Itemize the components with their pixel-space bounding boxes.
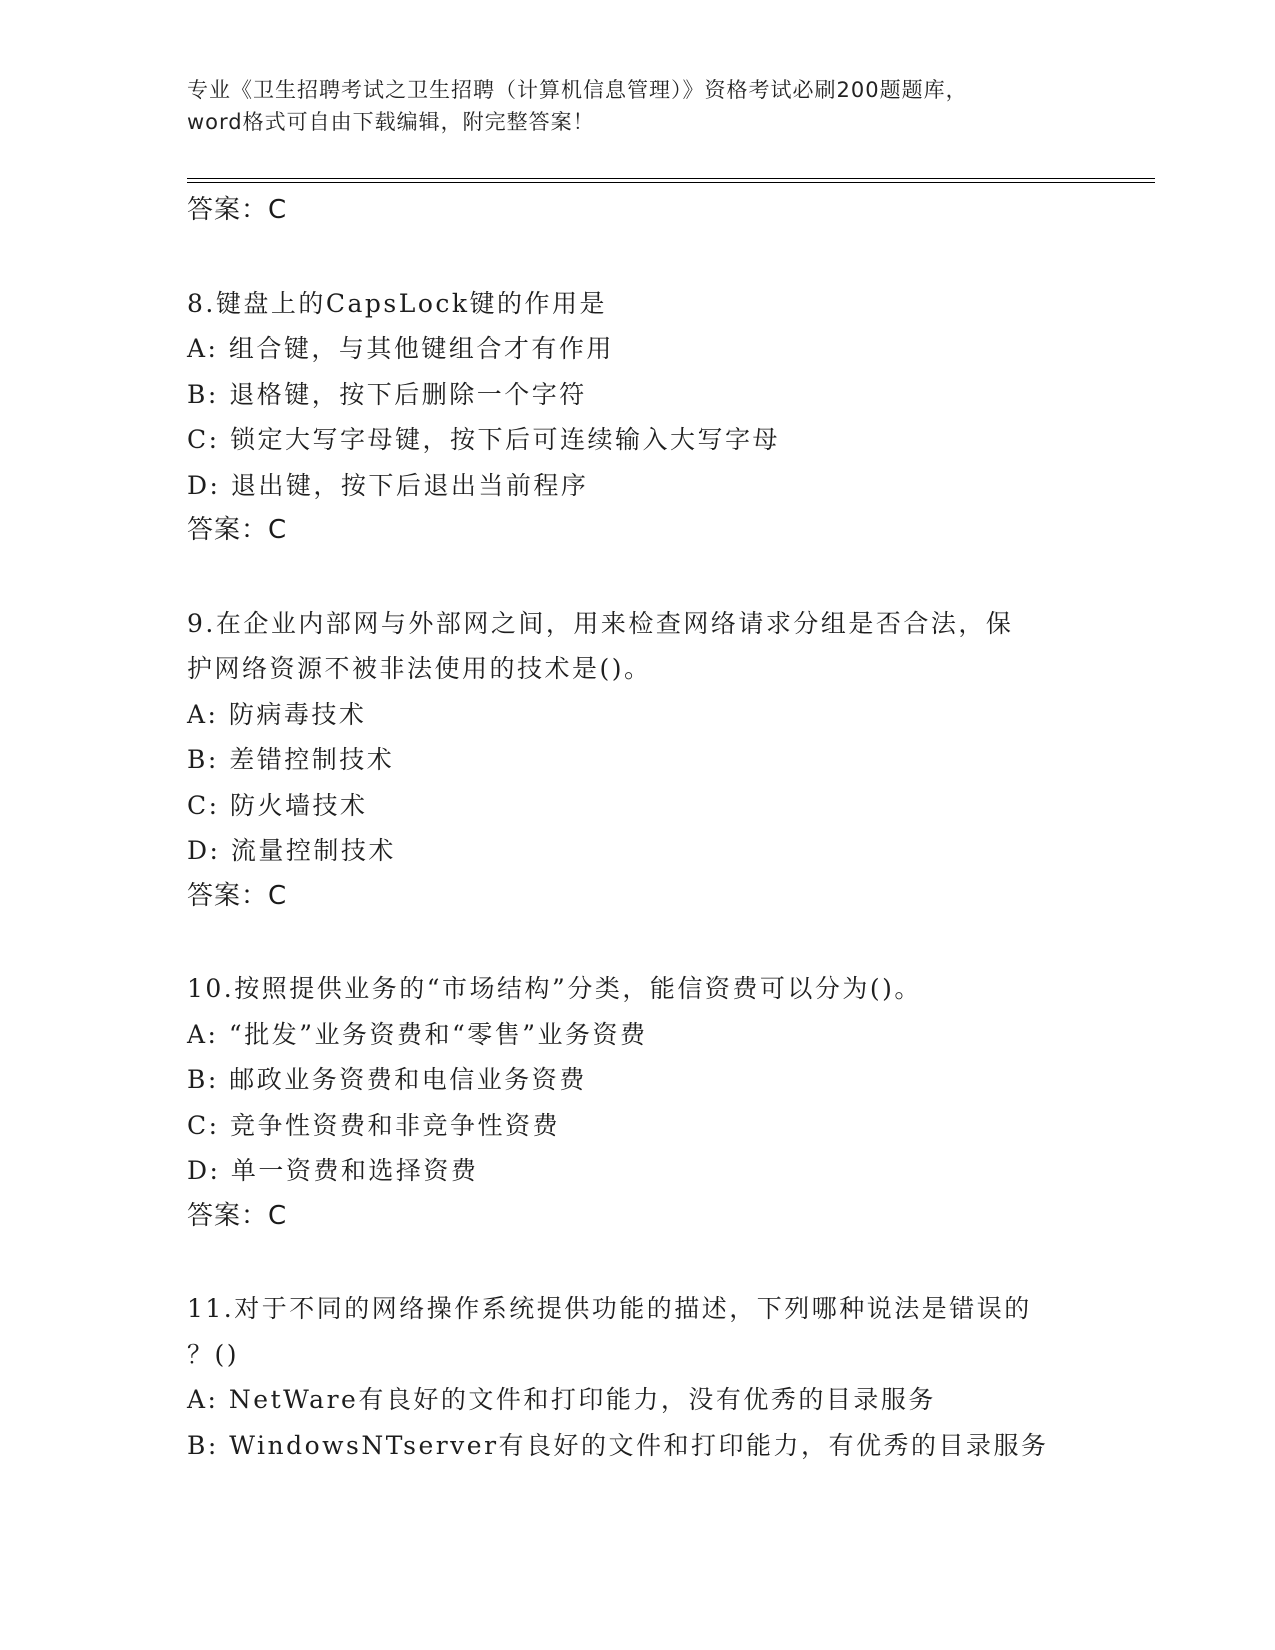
option-c: C: 锁定大写字母键，按下后可连续输入大写字母 xyxy=(187,425,780,454)
option-d: D: 退出键，按下后退出当前程序 xyxy=(187,470,589,500)
previous-answer: 答案：C xyxy=(187,195,288,225)
question-stem-line-2: ？() xyxy=(187,1339,240,1369)
question-stem-line-2: 护网络资源不被非法使用的技术是()。 xyxy=(187,654,652,683)
question-stem: 10.按照提供业务的“市场结构”分类，能信资费可以分为()。 xyxy=(187,974,922,1003)
question-9 xyxy=(187,601,1087,920)
question-11 xyxy=(187,1286,1087,1468)
question-8 xyxy=(187,281,1087,554)
question-stem: 8.键盘上的CapsLock键的作用是 xyxy=(187,288,608,318)
header-divider-top xyxy=(187,178,1155,179)
option-b: B: 差错控制技术 xyxy=(187,745,395,774)
option-c: C: 防火墙技术 xyxy=(187,790,368,820)
answer: 答案：C xyxy=(187,880,288,911)
option-b: B: 退格键，按下后删除一个字符 xyxy=(187,379,587,409)
option-a: A: “批发”业务资费和“零售”业务资费 xyxy=(187,1019,648,1049)
question-stem-line-1: 9.在企业内部网与外部网之间，用来检查网络请求分组是否合法，保 xyxy=(187,608,1014,638)
option-b: B: 邮政业务资费和电信业务资费 xyxy=(187,1065,587,1094)
question-10 xyxy=(187,966,1087,1239)
option-d: D: 单一资费和选择资费 xyxy=(187,1156,479,1185)
question-list xyxy=(187,188,1087,1468)
option-a: A: NetWare有良好的文件和打印能力，没有优秀的目录服务 xyxy=(187,1385,936,1414)
option-a: A: 防病毒技术 xyxy=(187,699,367,729)
answer: 答案：C xyxy=(187,1200,288,1231)
option-b: B: WindowsNTserver有良好的文件和打印能力，有优秀的目录服务 xyxy=(187,1430,1049,1460)
spacer xyxy=(187,554,1087,601)
spacer xyxy=(187,1239,1087,1286)
option-a: A: 组合键，与其他键组合才有作用 xyxy=(187,334,614,363)
header-line-2: word格式可自由下载编辑，附完整答案！ xyxy=(187,110,595,134)
answer: 答案：C xyxy=(187,515,288,545)
header-divider-bottom xyxy=(187,182,1155,183)
option-c: C: 竞争性资费和非竞争性资费 xyxy=(187,1110,560,1140)
option-d: D: 流量控制技术 xyxy=(187,836,396,865)
spacer xyxy=(187,919,1087,966)
header-line-1: 专业《卫生招聘考试之卫生招聘（计算机信息管理）》资格考试必刷200题题库， xyxy=(187,78,968,102)
question-stem-line-1: 11.对于不同的网络操作系统提供功能的描述，下列哪种说法是错误的 xyxy=(187,1294,1032,1323)
spacer xyxy=(187,234,1087,281)
document-header xyxy=(187,74,1087,138)
